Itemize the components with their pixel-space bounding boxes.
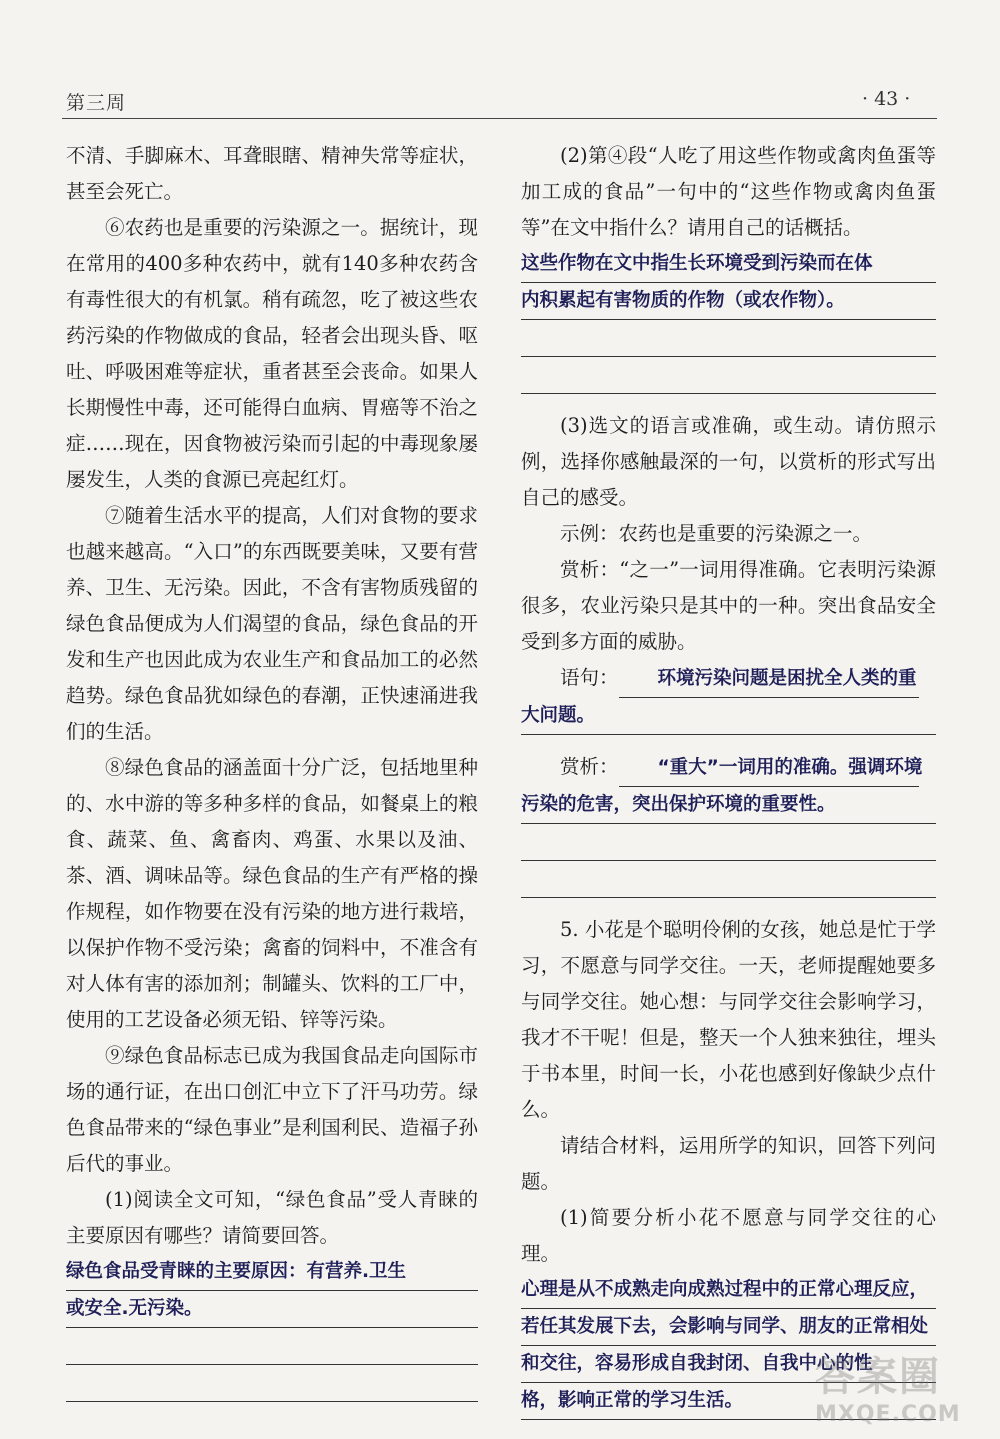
- analysis-answer-row: [521, 749, 936, 787]
- blank-answer-line: [66, 1365, 478, 1402]
- question-3: (3)选文的语言或准确，或生动。请仿照示例，选择你感触最深的一句，以赏析的形式写出自己的感受。: [521, 414, 936, 509]
- answer-2-line-2: 内积累起有害物质的作物（或农作物）。: [521, 283, 936, 320]
- question-5-instruction: 请结合材料，运用所学的知识，回答下列问题。: [521, 1134, 936, 1193]
- watermark-en: MXQE.COM: [815, 1402, 961, 1427]
- answer-5-line-4: 格，影响正常的学习生活。: [521, 1383, 936, 1420]
- example-sentence: 示例：农药也是重要的污染源之一。: [560, 522, 873, 545]
- answer-3-sentence-line-2: 大问题。: [521, 698, 936, 735]
- left-column: [66, 138, 478, 1402]
- blank-answer-line: [66, 1328, 478, 1365]
- sentence-answer-row: [521, 660, 936, 698]
- answer-5-line-3: 和交往，容易形成自我封闭、自我中心的性: [521, 1346, 936, 1383]
- paragraph-9: ⑨绿色食品标志已成为我国食品走向国际市场的通行证，在出口创汇中立下了汗马功劳。绿色食品带来的“绿色事业”是利国利民、造福子孙后代的事业。: [66, 1044, 478, 1175]
- question-2: (2)第④段“人吃了用这些作物或禽肉鱼蛋等加工成的食品”一句中的“这些作物或禽肉鱼蛋等”在文中指什么？请用自己的话概括。: [521, 144, 936, 239]
- example-analysis: 赏析：“之一”一词用得准确。它表明污染源很多，农业污染只是其中的一种。突出食品安全受到多方面的威胁。: [521, 558, 936, 653]
- question-5: 5. 小花是个聪明伶俐的女孩，她总是忙于学习，不愿意与同学交往。一天，老师提醒她要多与同学交往。她心想：与同学交往会影响学习，我才不干呢！但是，整天一个人独来独往，埋头于书本里，时间一长，小花也感到好像缺少点什么。: [521, 918, 936, 1121]
- paragraph-8: ⑧绿色食品的涵盖面十分广泛，包括地里种的、水中游的等多种多样的食品，如餐桌上的粮食、蔬菜、鱼、禽畜肉、鸡蛋、水果以及油、茶、酒、调味品等。绿色食品的生产有严格的操作规程，如作物要在没有污染的地方进行栽培，以保护作物不受污染；禽畜的饲料中，不准含有对人体有害的添加剂；制罐头、饮料的工厂中，使用的工艺设备必须无铅、锌等污染。: [66, 756, 478, 1031]
- answer-5-line-2: 若任其发展下去，会影响与同学、朋友的正常相处: [521, 1309, 936, 1346]
- answer-1-line-2: 或安全.无污染。: [66, 1291, 478, 1328]
- answer-2-line-1: 这些作物在文中指生长环境受到污染而在体: [521, 246, 936, 283]
- right-column: [521, 138, 936, 1420]
- answer-3-analysis-line-1: “重大”一词用的准确。强调环境: [619, 750, 919, 787]
- header-rule: [62, 118, 937, 119]
- watermark: [815, 1345, 990, 1425]
- blank-answer-line: [521, 861, 936, 898]
- blank-answer-line: [521, 357, 936, 394]
- answer-1-line-1: 绿色食品受青睐的主要原因：有营养.卫生: [66, 1254, 478, 1291]
- blank-answer-line: [521, 320, 936, 357]
- watermark-cn: 答案圈: [815, 1354, 941, 1400]
- paragraph-7: ⑦随着生活水平的提高，人们对食物的要求也越来越高。“入口”的东西既要美味，又要有营养、卫生、无污染。因此，不含有害物质残留的绿色食品便成为人们渴望的食品，绿色食品的开发和生产也因此成为农业生产和食品加工的必然趋势。绿色食品犹如绿色的春潮，正快速涌进我们的生活。: [66, 504, 478, 743]
- answer-3-analysis-line-2: 污染的危害，突出保护环境的重要性。: [521, 787, 936, 824]
- sentence-label: 语句：: [560, 666, 619, 689]
- paragraph-6: ⑥农药也是重要的污染源之一。据统计，现在常用的400多种农药中，就有140多种农药含有毒性很大的有机氯。稍有疏忽，吃了被这些农药污染的作物做成的食品，轻者会出现头昏、呕吐、呼吸困难等症状，重者甚至会丧命。如果人长期慢性中毒，还可能得白血病、胃癌等不治之症……现在，因食物被污染而引起的中毒现象屡屡发生，人类的食源已亮起红灯。: [66, 216, 478, 491]
- page-number: · 43 ·: [862, 88, 911, 110]
- question-5-1: (1)简要分析小花不愿意与同学交往的心理。: [521, 1206, 936, 1265]
- paragraph-continued: 不清、手脚麻木、耳聋眼瞎、精神失常等症状，甚至会死亡。: [66, 144, 478, 203]
- answer-3-sentence-line-1: 环境污染问题是困扰全人类的重: [619, 661, 919, 698]
- question-1: (1)阅读全文可知，“绿色食品”受人青睐的主要原因有哪些？请简要回答。: [66, 1188, 478, 1247]
- answer-5-line-1: 心理是从不成熟走向成熟过程中的正常心理反应，: [521, 1272, 936, 1309]
- blank-answer-line: [521, 824, 936, 861]
- page-header-chapter: 第三周: [66, 92, 127, 114]
- analysis-label: 赏析：: [560, 755, 619, 778]
